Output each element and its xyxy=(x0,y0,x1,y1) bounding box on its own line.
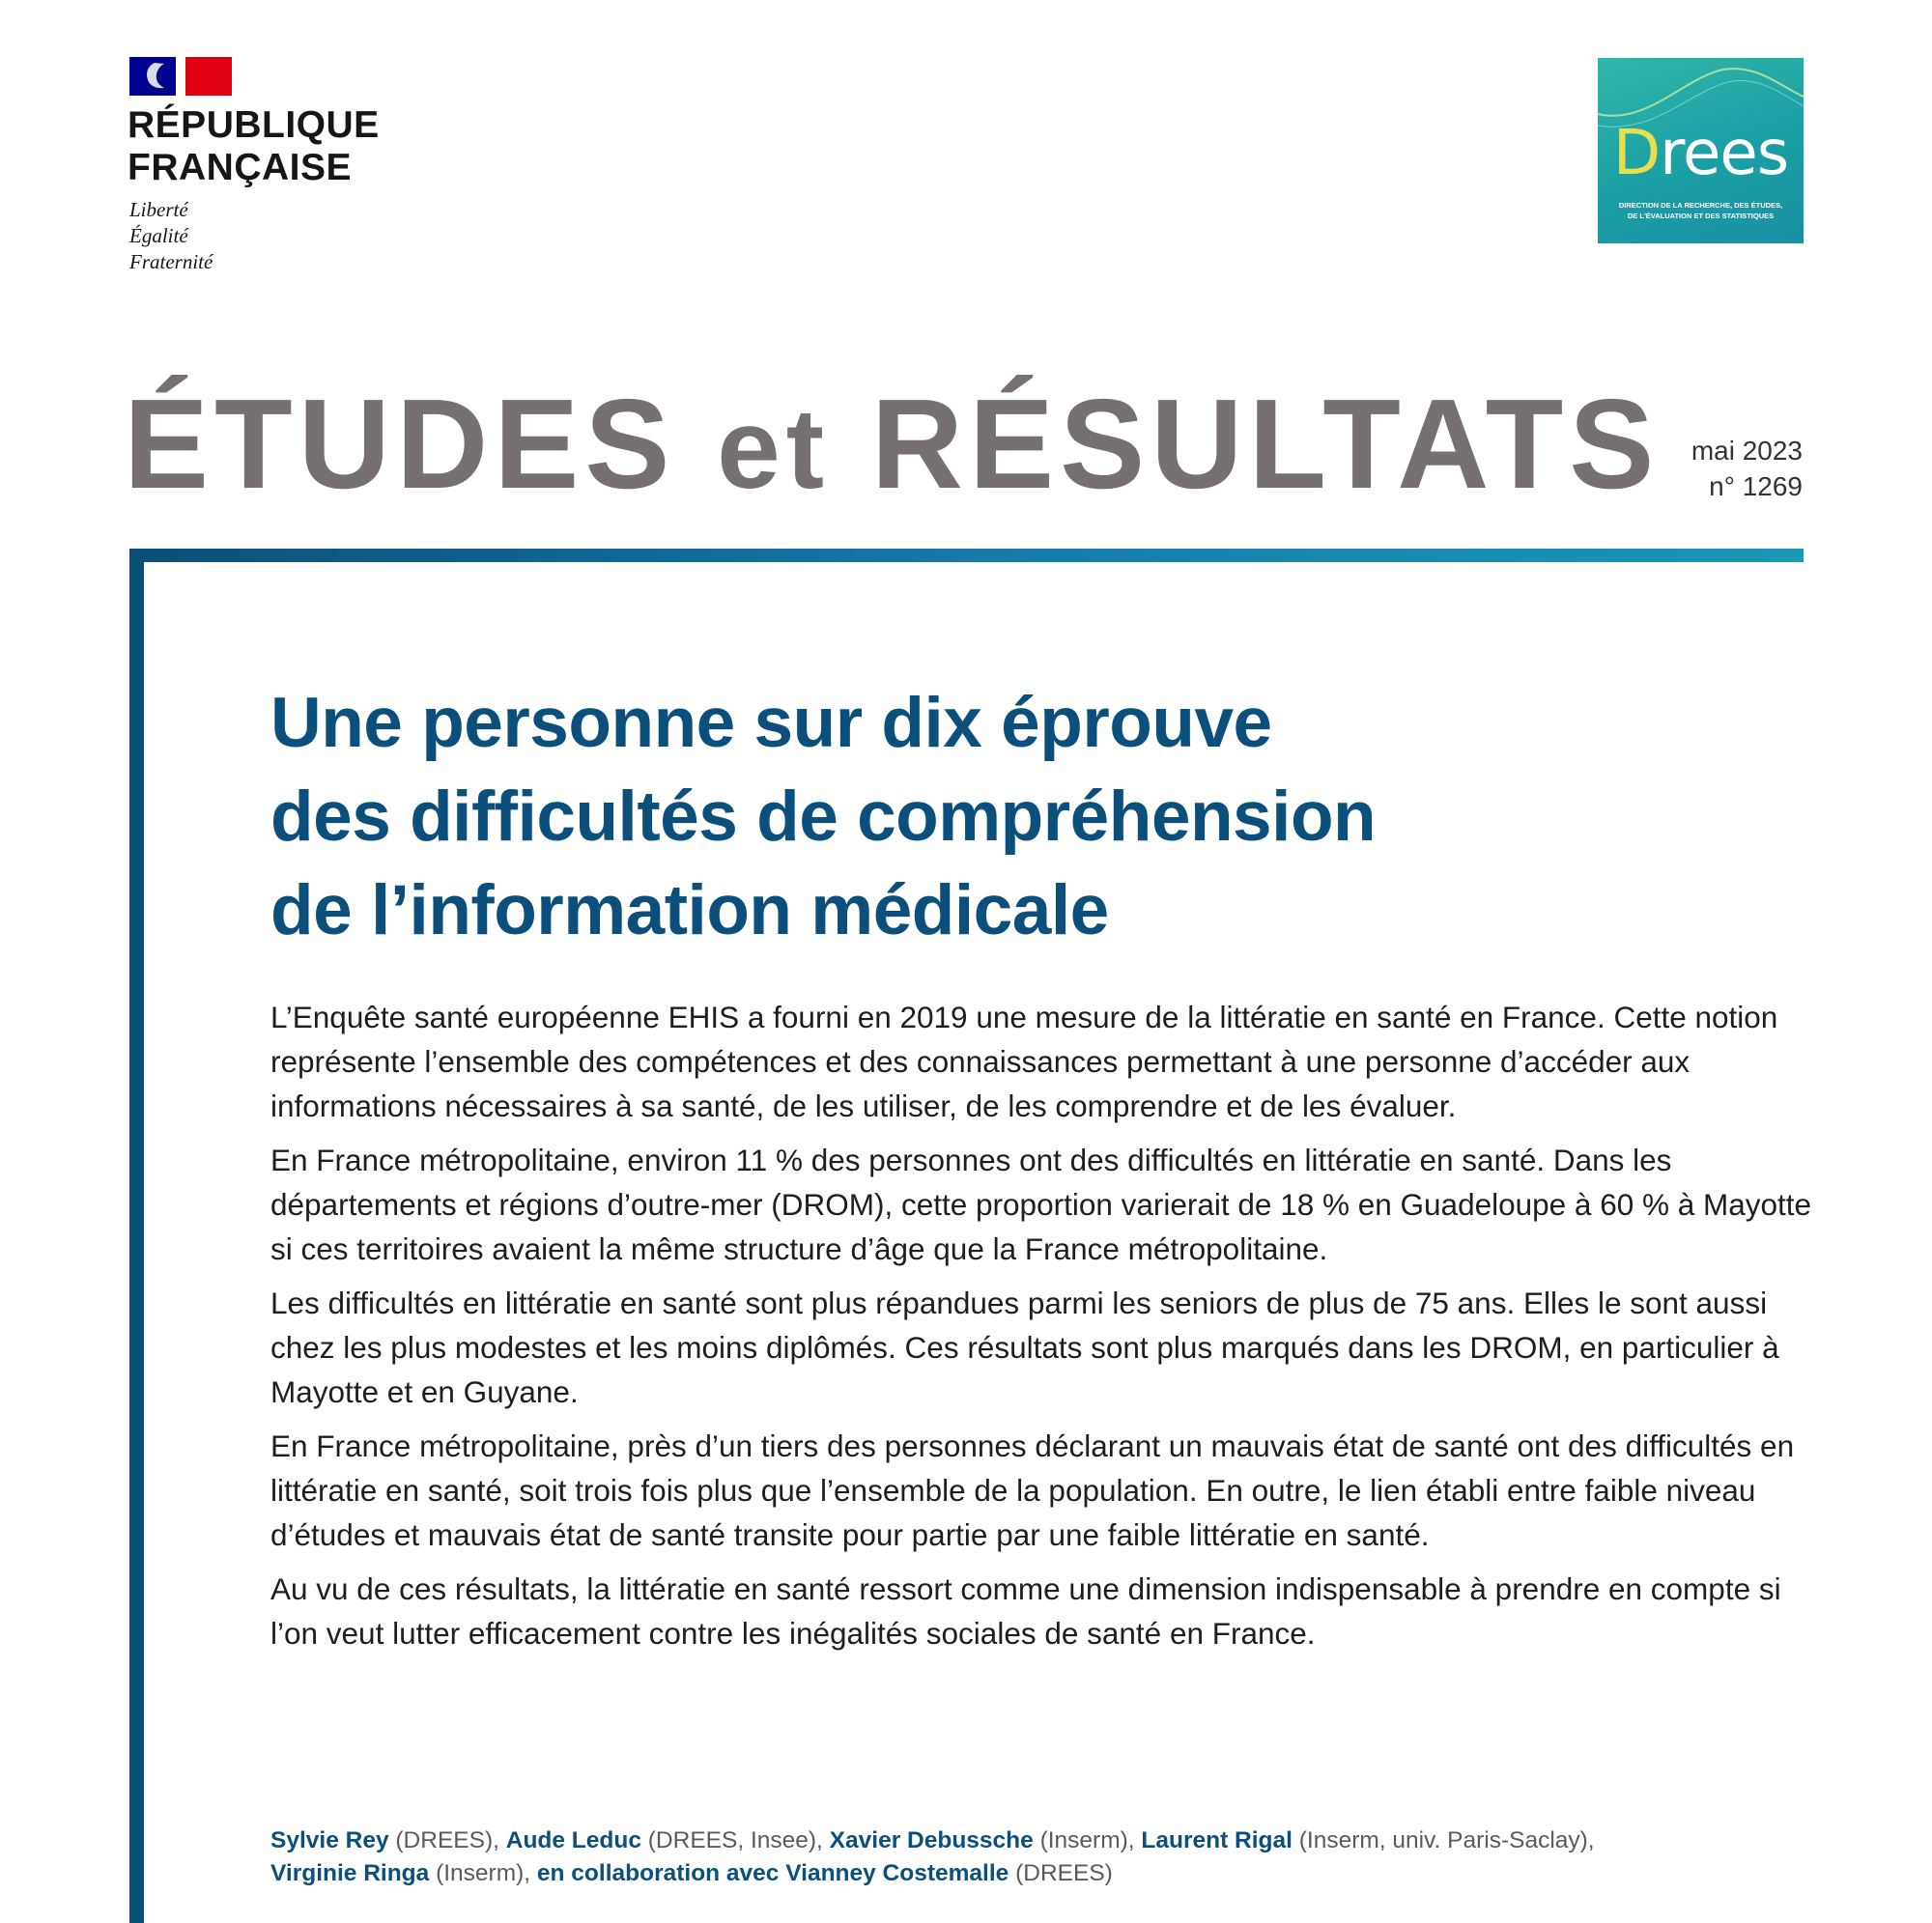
author-name: Virginie Ringa xyxy=(270,1860,430,1886)
abstract xyxy=(270,995,1816,1665)
drees-logo xyxy=(1598,58,1804,243)
series-title-part: RÉSULTATS xyxy=(870,373,1661,515)
abstract-paragraph: En France métropolitaine, environ 11 % des personnes ont des difficultés en littératie en santé. Dans les départements et régions d’outre-mer (DROM), cette proportion varierait de 18 % en Guadeloupe à 60 % à Mayotte si ces territoires avaient la même structure d’âge que la France métropolitaine. xyxy=(270,1143,1812,1266)
drees-logo-initial: D xyxy=(1612,118,1661,189)
drees-subtitle-line: DE L'ÉVALUATION ET DES STATISTIQUES xyxy=(1627,212,1775,220)
frame-top-rule xyxy=(129,549,1804,562)
author-affiliation: (DREES), xyxy=(388,1827,506,1853)
series-title-connector: et xyxy=(717,385,831,513)
series-title xyxy=(124,372,1660,522)
author-affiliation: (Inserm), xyxy=(1033,1827,1142,1853)
author-affiliation: (Inserm), xyxy=(429,1860,537,1886)
frame-left-rule xyxy=(129,549,144,1923)
flag-red-band xyxy=(185,57,232,96)
author-affiliation: (DREES, Insee), xyxy=(640,1827,830,1853)
drees-logo-word xyxy=(1598,120,1804,187)
republique-francaise-title xyxy=(128,104,380,189)
flag-white-band xyxy=(176,57,186,96)
author-name: Sylvie Rey xyxy=(270,1827,389,1853)
motto-line: Liberté xyxy=(129,198,188,221)
motto-line: Fraternité xyxy=(129,250,213,273)
abstract-paragraph: Les difficultés en littératie en santé sont plus répandues parmi les seniors de plus de 75 ans. Elles le sont aussi chez les plus modestes et les moins diplômés. Ces résultats sont plus marqués dans les DROM, en particulier à Mayotte et en Guyane. xyxy=(270,1286,1779,1409)
title-line: de l’information médicale xyxy=(270,871,1109,949)
author-name: Aude Leduc xyxy=(505,1827,641,1853)
author-name: Xavier Debussche xyxy=(829,1827,1034,1853)
rf-title-line: FRANÇAISE xyxy=(128,147,353,188)
motto-line: Égalité xyxy=(129,224,188,247)
author-name: en collaboration avec Vianney Costemalle xyxy=(536,1860,1009,1886)
drees-subtitle-line: DIRECTION DE LA RECHERCHE, DES ÉTUDES, xyxy=(1618,201,1783,210)
title-line: des difficultés de compréhension xyxy=(270,778,1377,856)
article-title xyxy=(270,676,1719,957)
flag-blue-band xyxy=(129,57,176,96)
authors xyxy=(270,1824,1835,1890)
series-title-part: ÉTUDES xyxy=(124,373,676,515)
issue-number: n° 1269 xyxy=(1709,471,1803,501)
author-affiliation: (DREES) xyxy=(1009,1860,1113,1886)
drees-logo-subtitle xyxy=(1602,200,1800,221)
abstract-paragraph: En France métropolitaine, près d’un tiers des personnes déclarant un mauvais état de santé ont des difficultés en littératie en santé, soit trois fois plus que l’ensemble de la population. En outre, le lien établi entre faible niveau d’études et mauvais état de santé transite pour partie par une faible littératie en santé. xyxy=(270,1428,1795,1552)
marianne-flag-logo xyxy=(129,57,232,96)
rf-title-line: RÉPUBLIQUE xyxy=(128,104,380,146)
publication-meta xyxy=(1691,433,1803,504)
republic-motto xyxy=(129,197,213,275)
publication-date: mai 2023 xyxy=(1690,436,1803,466)
abstract-paragraph: Au vu de ces résultats, la littératie en santé ressort comme une dimension indispensable à prendre en compte si l’on veut lutter efficacement contre les inégalités sociales de santé en France. xyxy=(270,1571,1781,1651)
author-name: Laurent Rigal xyxy=(1141,1827,1293,1853)
title-line: Une personne sur dix éprouve xyxy=(270,684,1272,762)
abstract-paragraph: L’Enquête santé européenne EHIS a fourni en 2019 une mesure de la littératie en santé en France. Cette notion représente l’ensemble des compétences et des connaissances permettant à une personne d’accéder aux informations nécessaires à sa santé, de les utiliser, de les comprendre et de les évaluer. xyxy=(270,1000,1778,1123)
drees-logo-rest: rees xyxy=(1660,118,1789,189)
author-affiliation: (Inserm, univ. Paris-Saclay), xyxy=(1292,1827,1595,1853)
